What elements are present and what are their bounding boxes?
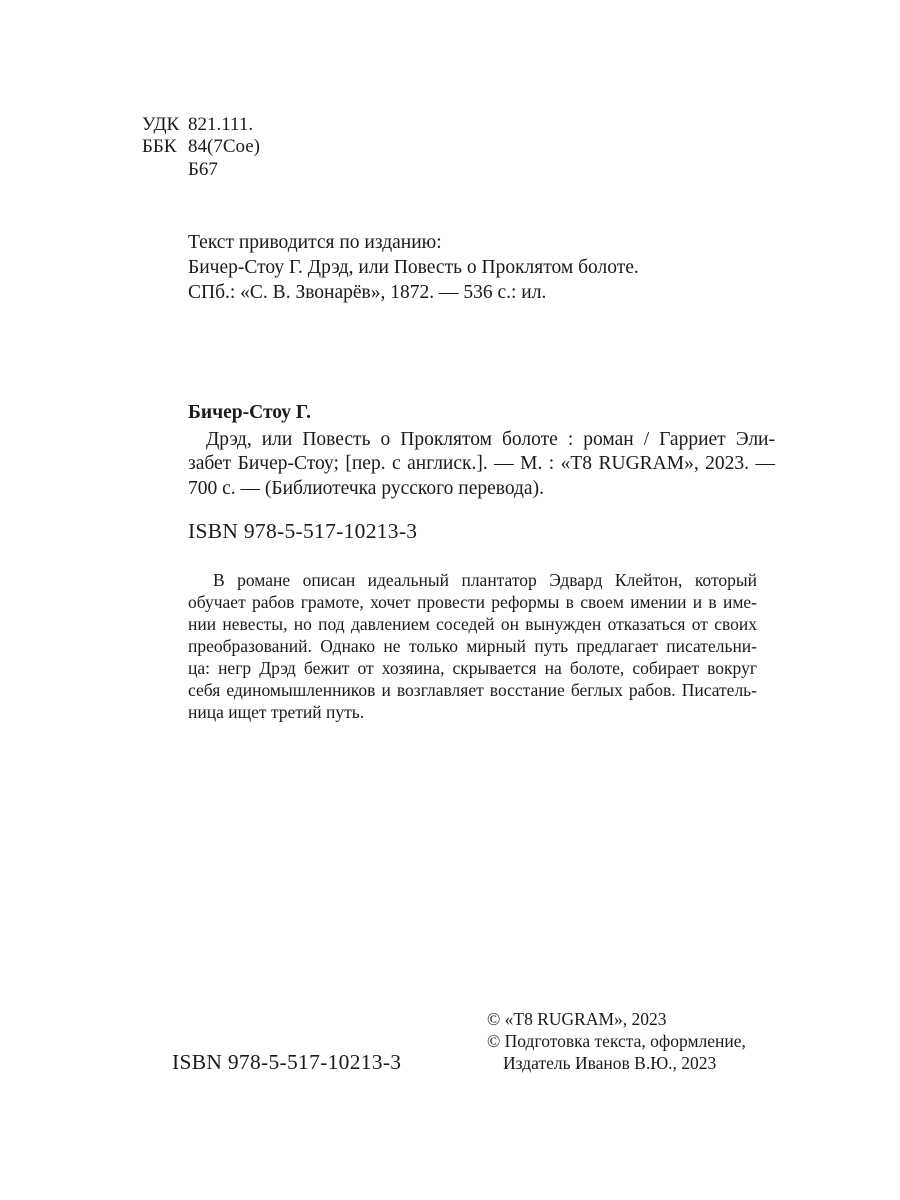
footer-isbn: ISBN 978-5-517-10213-3 [172,1050,402,1074]
annotation-line: обучает рабов грамоте, хочет провести реформы в своем имении и в име- [188,592,757,612]
copyright-line: © «Т8 RUGRAM», 2023 [487,1009,667,1029]
annotation-line: себя единомышленников и возглавляет восстание беглых рабов. Писатель- [188,680,757,700]
bbk-value: 84(7Сое) [188,136,260,157]
annotation-line: нии невесты, но под давлением соседей он вынужден отказаться от своих [188,614,757,634]
annotation-line: ница ищет третий путь. [188,702,365,722]
annotation-line: преобразований. Однако не только мирный путь предлагает писательни- [188,636,757,656]
copyright-line: © Подготовка текста, оформление, [487,1031,746,1051]
isbn: ISBN 978-5-517-10213-3 [188,519,418,543]
annotation-line: В романе описан идеальный плантатор Эдвард Клейтон, который [213,570,757,590]
source-line: СПб.: «С. В. Звонарёв», 1872. — 536 с.: ил. [188,282,547,303]
record-line: Дрэд, или Повесть о Проклятом болоте : роман / Гарриет Эли- [206,429,775,450]
author-mark: Б67 [188,159,218,180]
copyright-line: Издатель Иванов В.Ю., 2023 [503,1053,717,1073]
source-line: Бичер-Стоу Г. Дрэд, или Повесть о Проклятом болоте. [188,257,639,278]
author-heading: Бичер-Стоу Г. [188,402,311,423]
source-line: Текст приводится по изданию: [188,232,442,253]
udk-value: 821.111. [188,114,254,135]
record-line: 700 с. — (Библиотечка русского перевода). [188,478,544,499]
record-line: забет Бичер-Стоу; [пер. с англиск.]. — М. : «Т8 RUGRAM», 2023. — [188,453,775,474]
annotation-line: ца: негр Дрэд бежит от хозяина, скрывается на болоте, собирает вокруг [188,658,757,678]
bbk-label: ББК [142,136,177,157]
udk-label: УДК [142,114,180,135]
